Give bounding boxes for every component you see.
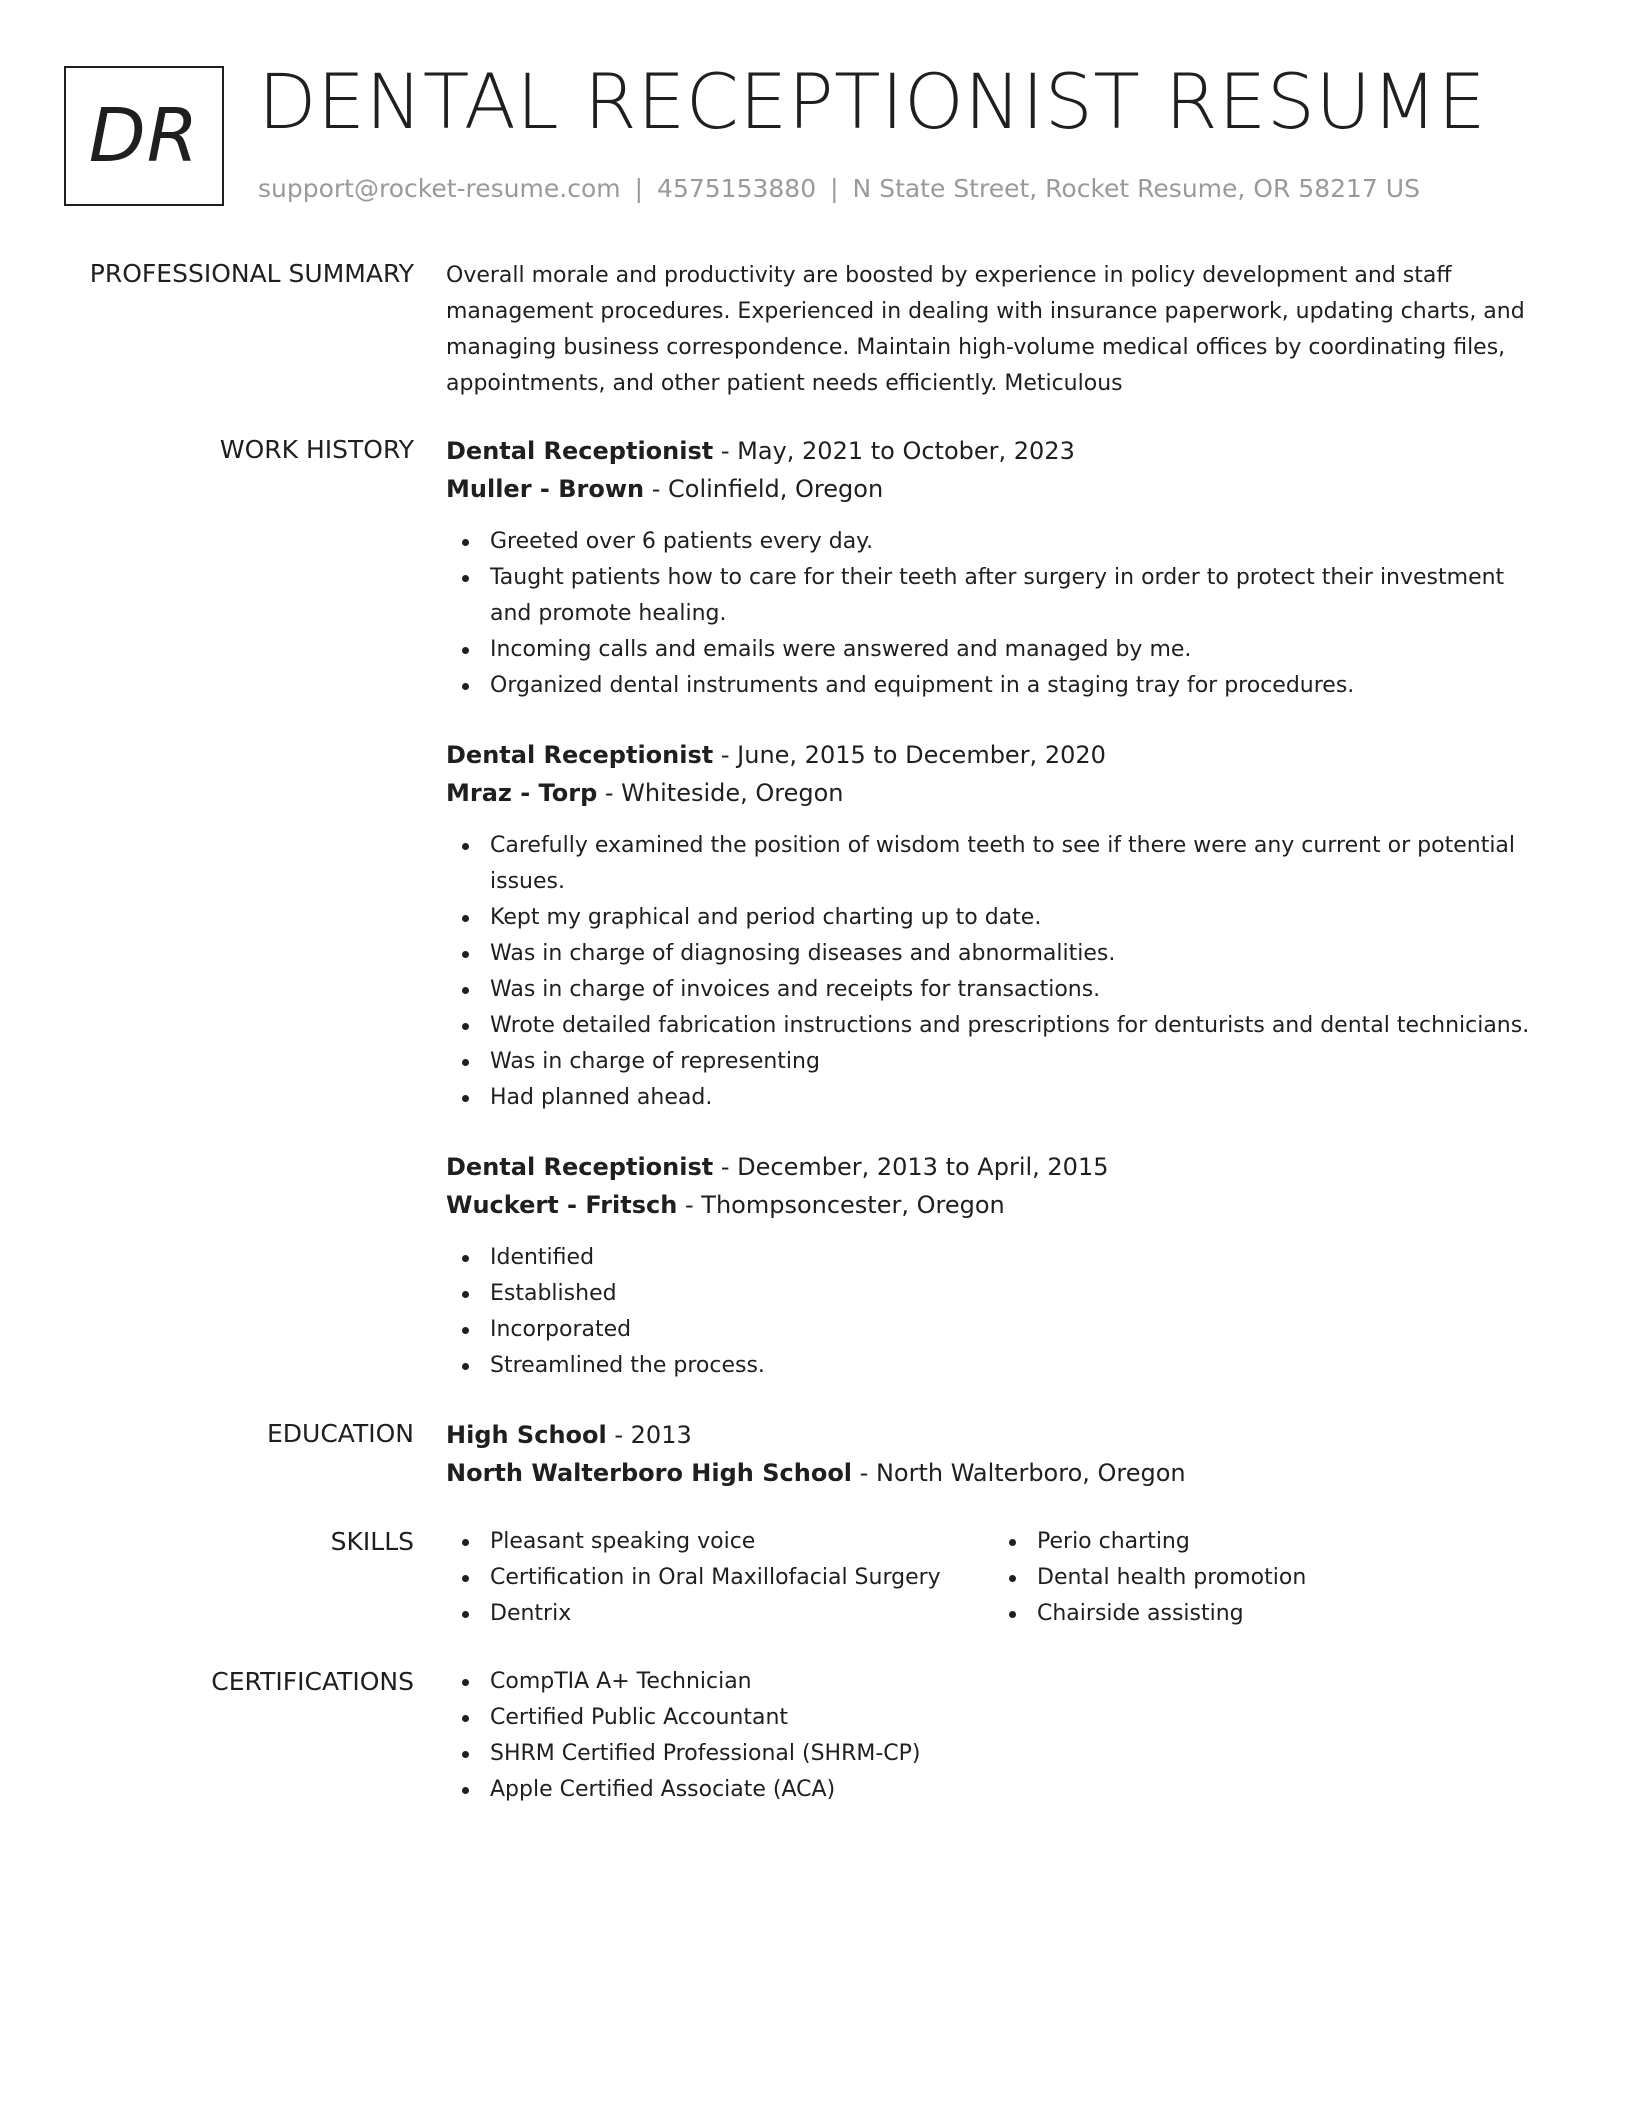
contact-address: N State Street, Rocket Resume, OR 58217 US xyxy=(852,174,1420,203)
monogram-badge xyxy=(64,66,224,206)
monogram-initials: DR xyxy=(88,93,200,179)
skills-column-left xyxy=(446,1524,941,1632)
job-title-line xyxy=(446,1148,1536,1186)
certifications-items xyxy=(446,1664,1536,1808)
education-degree: High School xyxy=(446,1421,607,1449)
job-dates: - December, 2013 to April, 2015 xyxy=(713,1153,1109,1181)
job-company: Muller - Brown xyxy=(446,475,645,503)
summary-text xyxy=(446,258,1536,402)
section-label-summary: PROFESSIONAL SUMMARY xyxy=(89,259,414,288)
job-company-line xyxy=(446,470,1536,508)
job-title: Dental Receptionist xyxy=(446,437,714,465)
list-item: Certified Public Accountant xyxy=(490,1700,1536,1736)
list-item: Identified xyxy=(490,1240,1536,1276)
list-item: Chairside assisting xyxy=(1037,1596,1306,1632)
list-item: Was in charge of diagnosing diseases and abnormalities. xyxy=(490,936,1536,972)
job-company-line xyxy=(446,774,1536,812)
contact-line xyxy=(258,172,1420,206)
list-item: Dentrix xyxy=(490,1596,941,1632)
education-entry xyxy=(446,1416,1536,1492)
list-item: Dental health promotion xyxy=(1037,1560,1306,1596)
section-label-skills: SKILLS xyxy=(330,1527,414,1556)
job-location: - Thompsoncester, Oregon xyxy=(677,1191,1005,1219)
job-duties-list xyxy=(446,1240,1536,1384)
summary-line: appointments, and other patient needs efficiently. Meticulous xyxy=(446,371,1123,396)
summary-line: Overall morale and productivity are boosted by experience in policy development and staff xyxy=(446,263,1452,288)
job-company: Wuckert - Fritsch xyxy=(446,1191,678,1219)
job-title-line xyxy=(446,432,1536,470)
education-degree-line xyxy=(446,1416,1536,1454)
summary-line: management procedures. Experienced in dealing with insurance paperwork, updating charts, and xyxy=(446,299,1525,324)
resume-title: DENTAL RECEPTIONIST RESUME xyxy=(258,57,1487,146)
job-title-line xyxy=(446,736,1536,774)
education-school: North Walterboro High School xyxy=(446,1459,853,1487)
job-location: - Whiteside, Oregon xyxy=(597,779,844,807)
list-item: Incoming calls and emails were answered and managed by me. xyxy=(490,632,1536,668)
list-item: Incorporated xyxy=(490,1312,1536,1348)
list-item: Carefully examined the position of wisdom teeth to see if there were any current or potential issues. xyxy=(490,828,1536,900)
list-item: Certification in Oral Maxillofacial Surgery xyxy=(490,1560,941,1596)
contact-separator: | xyxy=(830,174,839,203)
list-item: Organized dental instruments and equipment in a staging tray for procedures. xyxy=(490,668,1536,704)
job-dates: - June, 2015 to December, 2020 xyxy=(713,741,1106,769)
section-label-education: EDUCATION xyxy=(267,1419,414,1448)
education-location: - North Walterboro, Oregon xyxy=(852,1459,1186,1487)
list-item: Was in charge of invoices and receipts for transactions. xyxy=(490,972,1536,1008)
contact-separator: | xyxy=(634,174,644,203)
job-title: Dental Receptionist xyxy=(446,741,714,769)
list-item: Perio charting xyxy=(1037,1524,1306,1560)
list-item: Kept my graphical and period charting up to date. xyxy=(490,900,1536,936)
list-item: Pleasant speaking voice xyxy=(490,1524,941,1560)
job-title: Dental Receptionist xyxy=(446,1153,714,1181)
job-entry xyxy=(446,432,1536,704)
job-duties-list xyxy=(446,524,1536,704)
job-company-line xyxy=(446,1186,1536,1224)
contact-email: support@rocket-resume.com xyxy=(258,174,621,203)
job-duties-list xyxy=(446,828,1536,1116)
job-entry xyxy=(446,1148,1536,1384)
list-item: CompTIA A+ Technician xyxy=(490,1664,1536,1700)
job-company: Mraz - Torp xyxy=(446,779,598,807)
list-item: Streamlined the process. xyxy=(490,1348,1536,1384)
list-item: Taught patients how to care for their teeth after surgery in order to protect their investment and promote healing. xyxy=(490,560,1536,632)
education-school-line xyxy=(446,1454,1536,1492)
list-item: Was in charge of representing xyxy=(490,1044,1536,1080)
contact-phone: 4575153880 xyxy=(657,174,817,203)
job-entry xyxy=(446,736,1536,1116)
section-label-work-history: WORK HISTORY xyxy=(219,435,414,464)
job-location: - Colinfield, Oregon xyxy=(644,475,884,503)
skills-column-right xyxy=(993,1524,1306,1632)
list-item: Established xyxy=(490,1276,1536,1312)
certifications-list xyxy=(446,1664,1536,1808)
summary-line: managing business correspondence. Maintain high-volume medical offices by coordinating files, xyxy=(446,335,1506,360)
education-year: - 2013 xyxy=(606,1421,692,1449)
list-item: Apple Certified Associate (ACA) xyxy=(490,1772,1536,1808)
list-item: Greeted over 6 patients every day. xyxy=(490,524,1536,560)
list-item: SHRM Certified Professional (SHRM-CP) xyxy=(490,1736,1536,1772)
list-item: Wrote detailed fabrication instructions and prescriptions for denturists and dental technicians. xyxy=(490,1008,1536,1044)
job-dates: - May, 2021 to October, 2023 xyxy=(713,437,1075,465)
list-item: Had planned ahead. xyxy=(490,1080,1536,1116)
section-label-certifications: CERTIFICATIONS xyxy=(211,1667,414,1696)
